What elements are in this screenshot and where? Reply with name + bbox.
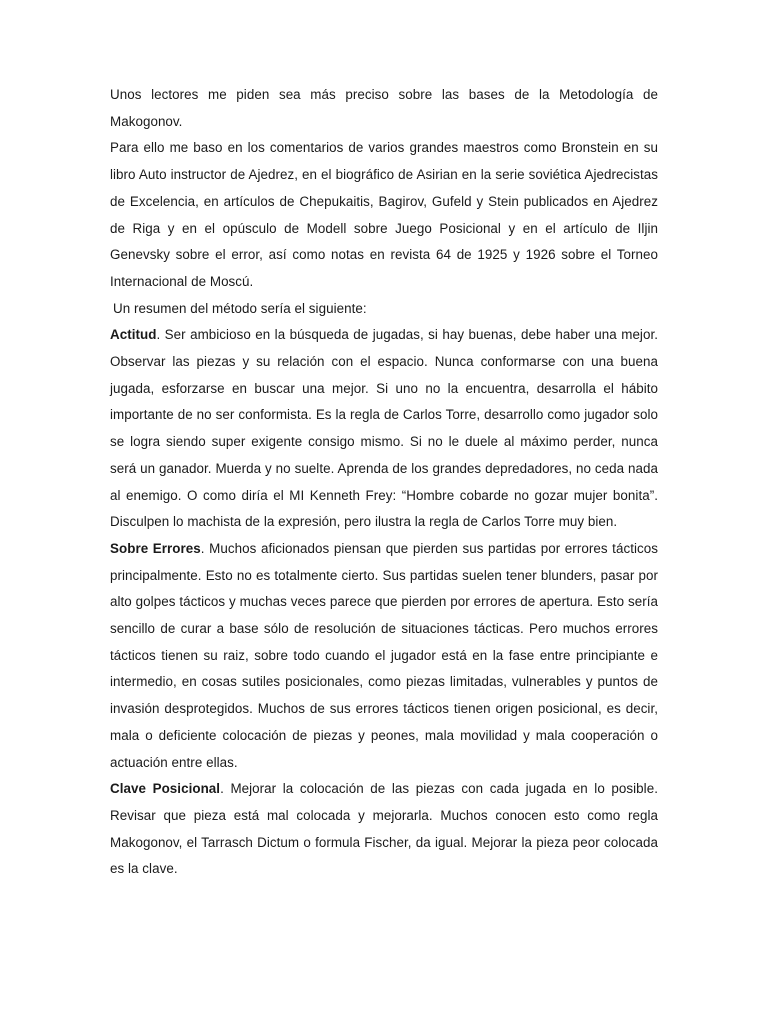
paragraph-actitud <box>110 322 658 536</box>
paragraph-summary-intro <box>110 296 658 323</box>
section-heading: Sobre Errores <box>110 540 201 556</box>
paragraph-text: Para ello me baso en los comentarios de varios grandes maestros como Bronstein en su libro Auto instructor de Ajedrez, en el biográfico de Asirian en la serie soviética Ajedrecistas de Excelencia, en artículos de Chepukaitis, Bagirov, Gufeld y Stein publicados en Ajedrez de Riga y en el opúsculo de Modell sobre Juego Posicional y en el artículo de Iljin Genevsky sobre el error, así como notas en revista 64 de 1925 y 1926 sobre el Torneo Internacional de Moscú. <box>110 140 658 289</box>
paragraph-text: . Mejorar la colocación de las piezas con cada jugada en lo posible. Revisar que pieza está mal colocada y mejorarla. Muchos conocen esto como regla Makogonov, el Tarrasch Dictum o formula Fischer, da igual. Mejorar la pieza peor colocada es la clave. <box>110 781 658 877</box>
section-heading: Clave Posicional <box>110 781 221 797</box>
paragraph-clave-posicional <box>110 776 658 883</box>
paragraph-text: . Muchos aficionados piensan que pierden sus partidas por errores tácticos principalmente. Esto no es totalmente cierto. Sus partidas suelen tener blunders, pasar por alto golpes tácticos y muchas veces parece que pierden por errores de apertura. Esto sería sencillo de curar a base sólo de resolución de situaciones tácticas. Pero muchos errores tácticos tienen su raiz, sobre todo cuando el jugador está en la fase entre principiante e intermedio, en cosas sutiles posicionales, como piezas limitadas, vulnerables y puntos de invasión desprotegidos. Muchos de sus errores tácticos tienen origen posicional, es decir, mala o deficiente colocación de piezas y peones, mala movilidad y mala cooperación o actuación entre ellas. <box>110 540 658 770</box>
paragraph-text: Unos lectores me piden sea más preciso sobre las bases de la Metodología de Makogonov. <box>110 87 658 129</box>
paragraph-sobre-errores <box>110 536 658 776</box>
paragraph-intro <box>110 82 658 135</box>
paragraph-text: Un resumen del método sería el siguiente: <box>113 300 367 316</box>
document-page <box>110 82 658 883</box>
paragraph-sources <box>110 135 658 295</box>
paragraph-text: . Ser ambicioso en la búsqueda de jugadas, si hay buenas, debe haber una mejor. Observar las piezas y su relación con el espacio. Nunca conformarse con una buena jugada, esforzarse en buscar una mejor. Si uno no la encuentra, desarrolla el hábito importante de no ser conformista. Es la regla de Carlos Torre, desarrollo como jugador solo se logra siendo super exigente consigo mismo. Si no le duele al máximo perder, nunca será un ganador. Muerda y no suelte. Aprenda de los grandes depredadores, no ceda nada al enemigo. O como diría el MI Kenneth Frey: “Hombre cobarde no gozar mujer bonita”. Disculpen lo machista de la expresión, pero ilustra la regla de Carlos Torre muy bien. <box>110 327 658 530</box>
section-heading: Actitud <box>110 327 157 343</box>
